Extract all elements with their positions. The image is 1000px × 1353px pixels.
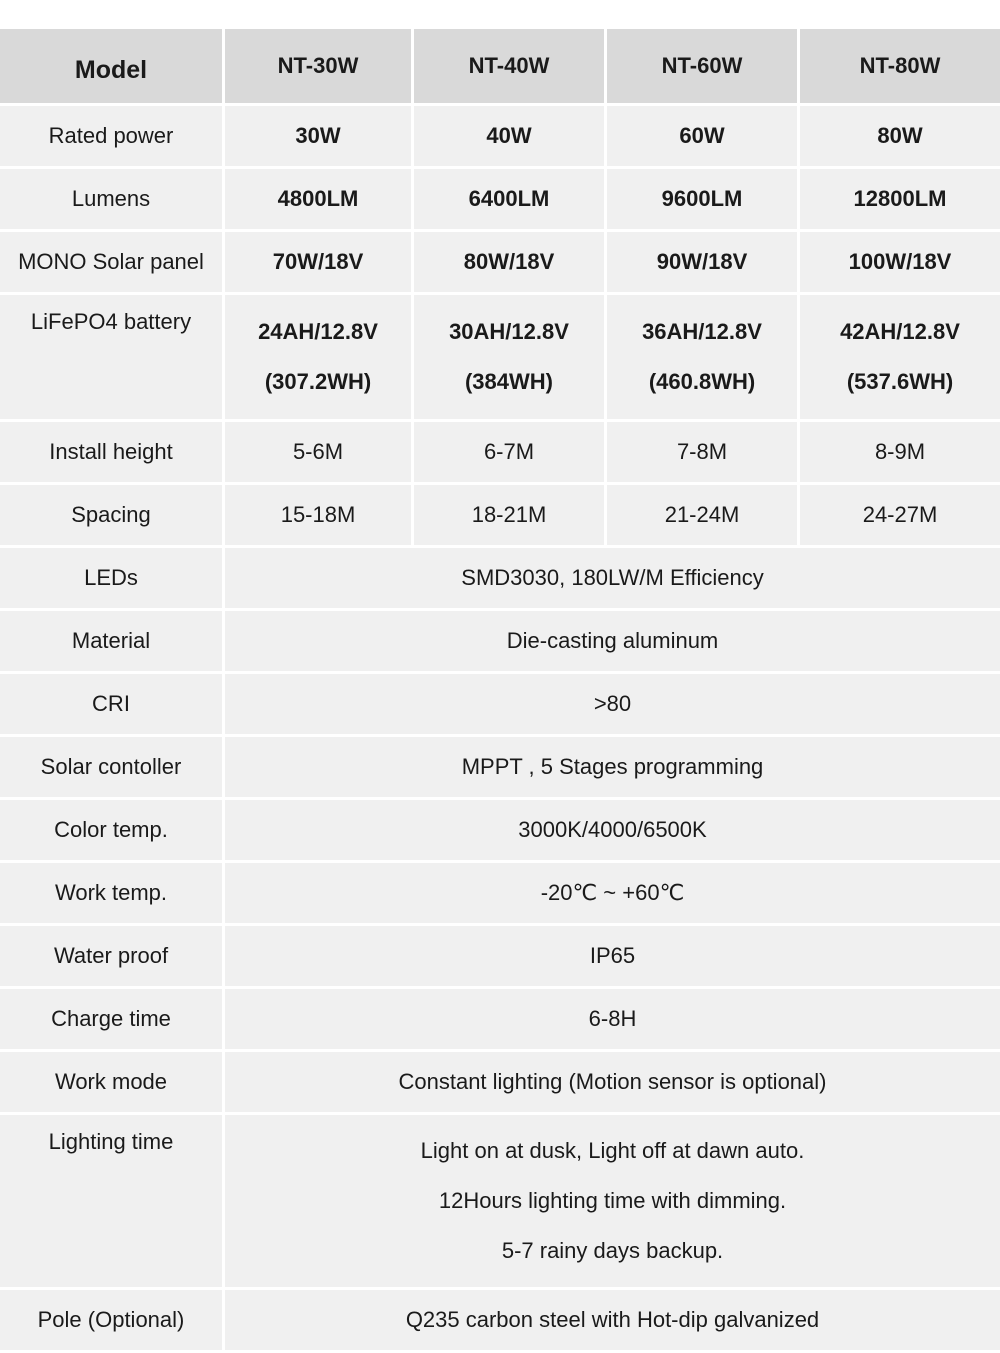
shared-spec-value	[225, 863, 1000, 923]
spec-body	[0, 106, 1000, 1350]
spec-row	[0, 863, 1000, 923]
model-name: NT-30W	[225, 29, 411, 103]
spec-value-line: Constant lighting (Motion sensor is optional)	[398, 1069, 827, 1094]
spec-value-line: 36AH/12.8V	[642, 319, 762, 344]
spec-label: Charge time	[0, 989, 222, 1049]
spec-value-line: MPPT , 5 Stages programming	[461, 754, 764, 779]
model-header: Model	[0, 29, 222, 103]
spec-value: 15-18M	[225, 485, 411, 545]
spec-value-line: 12Hours lighting time with dimming.	[438, 1188, 787, 1213]
shared-spec-value	[225, 1115, 1000, 1287]
spec-label: Rated power	[0, 106, 222, 166]
spec-row	[0, 548, 1000, 608]
spec-value: 4800LM	[225, 169, 411, 229]
spec-value	[225, 295, 411, 419]
spec-value: 24-27M	[800, 485, 1000, 545]
spec-value: 6-7M	[414, 422, 604, 482]
spec-row	[0, 232, 1000, 292]
spec-value: 21-24M	[607, 485, 797, 545]
spec-value-line: -20℃ ~ +60℃	[540, 880, 685, 905]
spec-label: Color temp.	[0, 800, 222, 860]
spec-value: 6400LM	[414, 169, 604, 229]
spec-value-line: Light on at dusk, Light off at dawn auto.	[420, 1138, 805, 1163]
spec-label: Material	[0, 611, 222, 671]
spec-table	[0, 26, 1000, 1353]
shared-spec-value	[225, 611, 1000, 671]
spec-label: Work temp.	[0, 863, 222, 923]
spec-value: 80W/18V	[414, 232, 604, 292]
spec-value	[414, 295, 604, 419]
spec-row	[0, 485, 1000, 545]
model-name: NT-40W	[414, 29, 604, 103]
shared-spec-value	[225, 1052, 1000, 1112]
spec-row	[0, 800, 1000, 860]
spec-value: 30W	[225, 106, 411, 166]
shared-spec-value	[225, 737, 1000, 797]
spec-value-line: 6-8H	[588, 1006, 637, 1031]
spec-label: Solar contoller	[0, 737, 222, 797]
spec-label: Install height	[0, 422, 222, 482]
shared-spec-value	[225, 800, 1000, 860]
spec-row	[0, 737, 1000, 797]
header-row	[0, 29, 1000, 103]
spec-row	[0, 989, 1000, 1049]
spec-value-line: 30AH/12.8V	[449, 319, 569, 344]
spec-row	[0, 422, 1000, 482]
spec-value: 80W	[800, 106, 1000, 166]
spec-value	[800, 295, 1000, 419]
spec-row	[0, 611, 1000, 671]
spec-value-line: Die-casting aluminum	[506, 628, 719, 653]
spec-value-line: SMD3030, 180LW/M Efficiency	[461, 565, 764, 590]
spec-label: Pole (Optional)	[0, 1290, 222, 1350]
spec-value: 18-21M	[414, 485, 604, 545]
spec-value-line: 42AH/12.8V	[840, 319, 960, 344]
spec-label: MONO Solar panel	[0, 232, 222, 292]
model-name: NT-60W	[607, 29, 797, 103]
shared-spec-value	[225, 548, 1000, 608]
spec-value-line: (307.2WH)	[264, 369, 372, 394]
spec-value-line: IP65	[589, 943, 636, 968]
spec-value-line: (384WH)	[464, 369, 553, 394]
spec-value: 5-6M	[225, 422, 411, 482]
spec-row	[0, 1290, 1000, 1350]
spec-value: 60W	[607, 106, 797, 166]
spec-value-line: Q235 carbon steel with Hot-dip galvanized	[405, 1307, 820, 1332]
spec-label: Lighting time	[0, 1115, 222, 1287]
spec-row	[0, 295, 1000, 419]
spec-value: 12800LM	[800, 169, 1000, 229]
spec-value-line: (460.8WH)	[648, 369, 756, 394]
spec-row	[0, 674, 1000, 734]
spec-value-line: 5-7 rainy days backup.	[501, 1238, 724, 1263]
spec-row	[0, 106, 1000, 166]
model-name: NT-80W	[800, 29, 1000, 103]
spec-label: CRI	[0, 674, 222, 734]
spec-row	[0, 1115, 1000, 1287]
spec-row	[0, 926, 1000, 986]
spec-label: LEDs	[0, 548, 222, 608]
spec-value-line: 3000K/4000/6500K	[518, 817, 707, 842]
shared-spec-value	[225, 674, 1000, 734]
spec-value-line: >80	[593, 691, 632, 716]
spec-label: Lumens	[0, 169, 222, 229]
spec-label: LiFePO4 battery	[0, 295, 222, 419]
shared-spec-value	[225, 926, 1000, 986]
spec-row	[0, 169, 1000, 229]
shared-spec-value	[225, 1290, 1000, 1350]
spec-label: Water proof	[0, 926, 222, 986]
spec-value	[607, 295, 797, 419]
spec-label: Work mode	[0, 1052, 222, 1112]
spec-value-line: 24AH/12.8V	[258, 319, 378, 344]
spec-value: 9600LM	[607, 169, 797, 229]
spec-value: 100W/18V	[800, 232, 1000, 292]
spec-label: Spacing	[0, 485, 222, 545]
spec-row	[0, 1052, 1000, 1112]
spec-value: 7-8M	[607, 422, 797, 482]
spec-value: 8-9M	[800, 422, 1000, 482]
spec-sheet	[0, 26, 1000, 1353]
spec-value-line: (537.6WH)	[846, 369, 954, 394]
shared-spec-value	[225, 989, 1000, 1049]
spec-value: 40W	[414, 106, 604, 166]
spec-value: 90W/18V	[607, 232, 797, 292]
spec-value: 70W/18V	[225, 232, 411, 292]
